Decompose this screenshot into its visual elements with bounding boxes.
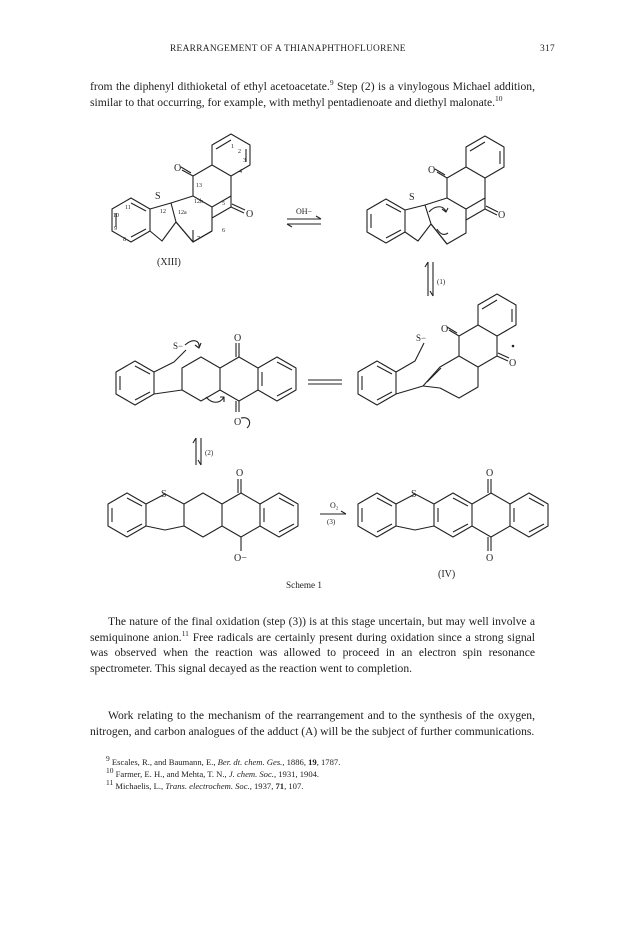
- structure-anion-adduct: [367, 136, 504, 244]
- ref-year: , 1937,: [249, 780, 276, 791]
- adduct-sulfur: S: [409, 192, 415, 203]
- iv-carbonyl-o-bottom: O: [486, 553, 494, 564]
- xiii-carbonyl-o-13: O: [174, 163, 182, 174]
- num-7: 7: [197, 236, 200, 242]
- citation-9: 9: [329, 78, 334, 88]
- step-3-label: (3): [327, 518, 336, 526]
- num-4: 4: [239, 169, 242, 175]
- paragraph-oxidation-text-b: Free radicals are certainly present during oxidation since a strong signal was observed when the reaction was allowed to proceed in an electron spin resonance spectrometer. This signal decayed as the reaction went to completion.: [90, 630, 535, 675]
- num-12a: 12a: [178, 210, 187, 216]
- structure-enolate-intermediate: [116, 341, 296, 428]
- reference-10: [106, 765, 546, 781]
- ref-journal: J. chem. Soc.: [228, 768, 274, 779]
- ref-year: , 1886,: [282, 757, 309, 767]
- references: [106, 754, 546, 792]
- ref-pages: , 1787.: [316, 757, 341, 767]
- step-1-arrows: [425, 262, 433, 296]
- structure-thiolate-enone: [358, 294, 516, 405]
- num-3: 3: [243, 158, 246, 164]
- ref-pages: , 107.: [284, 780, 304, 791]
- page-number: 317: [540, 44, 555, 54]
- ref-volume: 71: [275, 780, 285, 791]
- ref-year: , 1931,: [273, 768, 300, 779]
- xiii-atom-numbering: [113, 144, 246, 243]
- structure-semiquinone: [108, 479, 298, 551]
- step-2-arrows: [193, 438, 201, 465]
- semiquinone-oxyanion: O−: [234, 553, 247, 564]
- iv-sulfur: S: [411, 489, 417, 500]
- semiquinone-carbonyl-o: O: [236, 468, 244, 479]
- intermediate-carbonyl-o: O: [234, 333, 242, 344]
- num-9: 9: [114, 226, 117, 232]
- intermediate-sulfur: S−: [173, 341, 184, 351]
- citation-10: 10: [495, 93, 503, 103]
- semiquinone-sulfur: S: [161, 489, 167, 500]
- paragraph-oxidation-text-a: The nature of the final oxidation (step (3)) is at this stage uncertain, but may well involve a semiquinone anion.: [90, 615, 535, 644]
- reference-9: [106, 754, 546, 769]
- paragraph-oxidation: [90, 614, 535, 676]
- paragraph-intro-text-a: from the diphenyl dithioketal of ethyl acetoacetate.: [90, 80, 330, 93]
- enone-carbonyl-o-right: O: [509, 358, 517, 369]
- xiii-sulfur: S: [155, 191, 161, 202]
- num-6: 6: [222, 228, 225, 234]
- adduct-carbonyl-o-top: O: [428, 165, 436, 176]
- oxidation-arrow: [320, 511, 346, 514]
- ref-num: 9: [106, 754, 110, 764]
- num-12b: 12b: [194, 199, 203, 205]
- reagent-oxygen: O₂: [330, 501, 339, 510]
- ref-authors: Michaelis, L.,: [115, 780, 166, 791]
- ref-num: 10: [106, 765, 114, 775]
- num-13: 13: [196, 183, 202, 189]
- iv-carbonyl-o-top: O: [486, 468, 494, 479]
- reference-11: [106, 777, 546, 793]
- thiolate-sulfur: S−: [416, 333, 427, 343]
- adduct-carbonyl-o-right: O: [498, 210, 506, 221]
- paragraph-future-work: Work relating to the mechanism of the rearrangement and to the synthesis of the oxygen, nitrogen, and carbon analogues of the adduct (A) will be the subject of further communications.: [90, 709, 535, 738]
- num-5: 5: [222, 201, 225, 207]
- ref-authors: Farmer, E. H., and Mehta, T. N.,: [115, 768, 229, 779]
- label-xiii: (XIII): [157, 257, 181, 268]
- dot-mark: [512, 345, 515, 348]
- ref-journal: Ber. dt. chem. Ges.: [217, 757, 283, 767]
- num-1: 1: [231, 144, 234, 150]
- ref-authors: Escales, R., and Baumann, E.,: [111, 757, 218, 767]
- equilibrium-arrow-oh: [287, 216, 321, 227]
- enone-carbonyl-o-top: O: [441, 324, 449, 335]
- structure-xiii: [112, 134, 250, 242]
- ref-volume: 19: [308, 757, 317, 767]
- ref-pages: 1904.: [299, 768, 320, 779]
- paragraph-intro-text-b: Step (2) is a vinylogous Michael addition, similar to that occurring, for example, with methyl pentadienoate and diethyl malonate.: [90, 80, 535, 109]
- ref-journal: Trans. electrochem. Soc.: [165, 780, 250, 791]
- resonance-bar: [308, 380, 342, 384]
- step-1-label: (1): [437, 278, 446, 286]
- reagent-hydroxide: OH−: [296, 207, 313, 216]
- label-iv: (IV): [438, 569, 456, 580]
- intermediate-enolate-o: O: [234, 417, 242, 428]
- ref-num: 11: [106, 777, 114, 787]
- xiii-carbonyl-o-6: O: [246, 209, 254, 220]
- structure-iv: [358, 479, 548, 551]
- num-11: 11: [125, 205, 131, 211]
- num-10: 10: [113, 213, 119, 219]
- step-2-label: (2): [205, 449, 214, 457]
- num-2: 2: [238, 149, 241, 155]
- num-8: 8: [123, 237, 126, 243]
- scheme-caption: Scheme 1: [286, 580, 322, 590]
- citation-11: 11: [181, 628, 189, 638]
- num-12: 12: [160, 209, 166, 215]
- running-header-title: REARRANGEMENT OF A THIANAPHTHOFLUORENE: [170, 44, 406, 54]
